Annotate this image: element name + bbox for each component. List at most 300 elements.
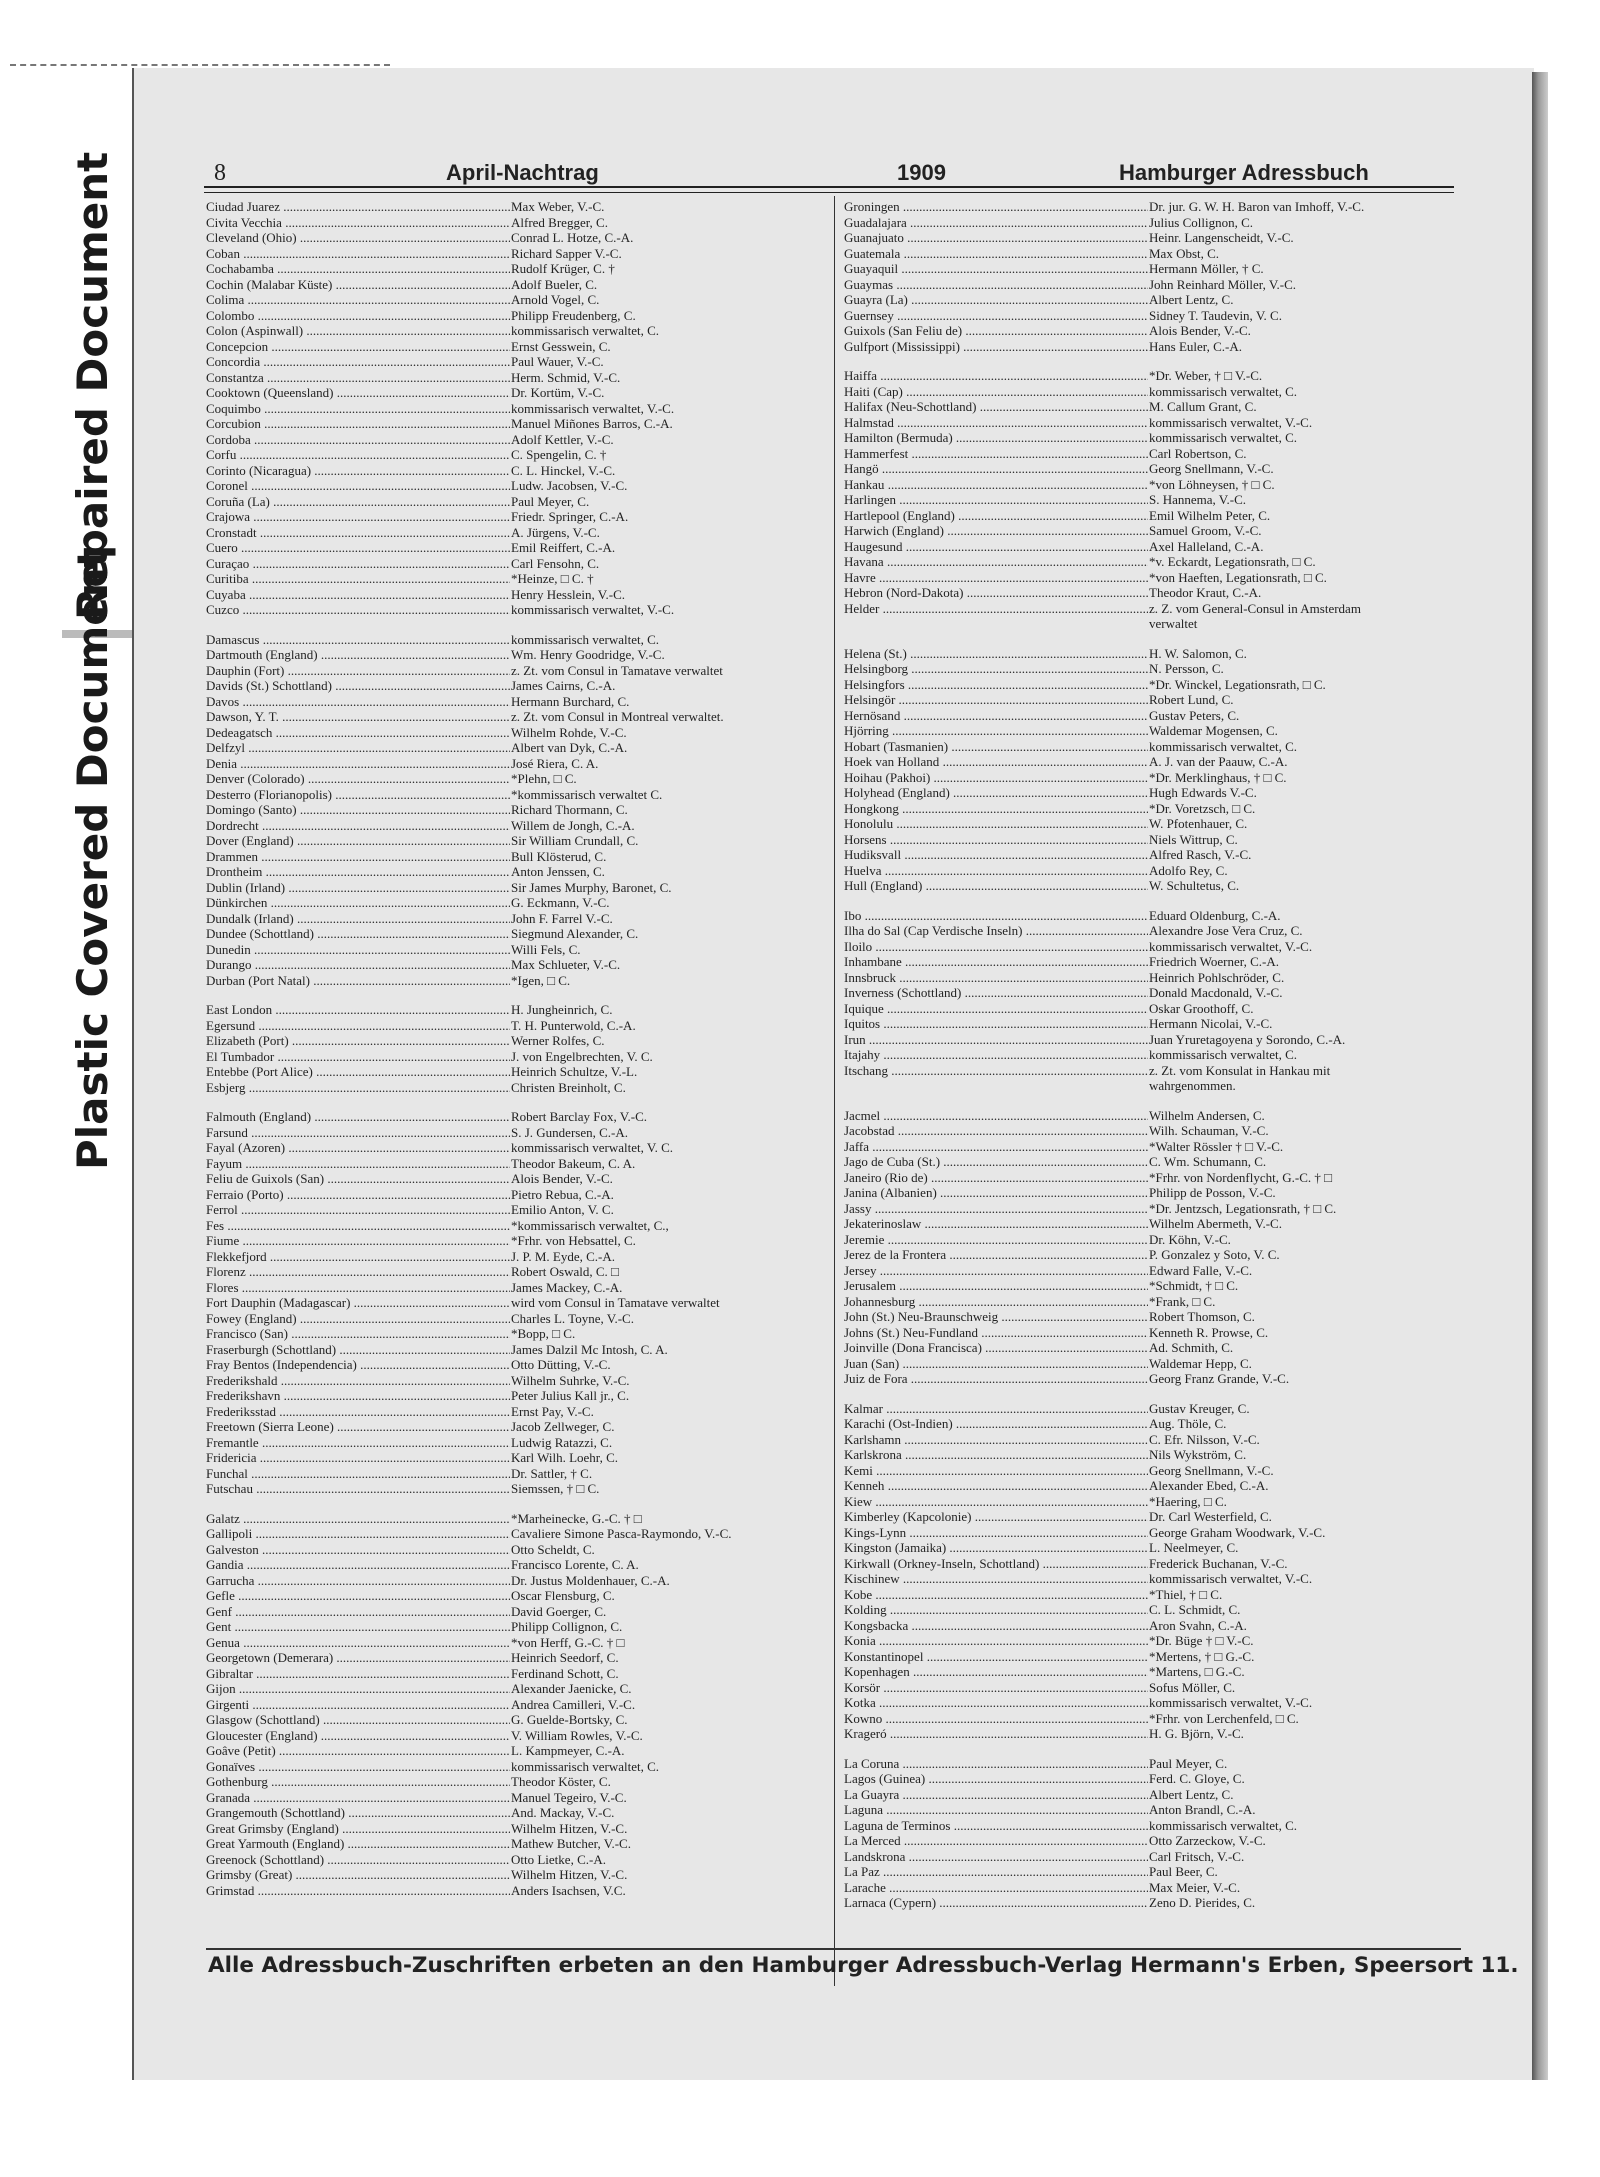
place-name: Gent ..... — [206, 1619, 510, 1635]
consul-info: Wilhelm Rohde, V.-C. — [511, 724, 627, 740]
consul-info: Karl Wilh. Loehr, C. — [511, 1450, 619, 1465]
place-name: Galatz ..... — [206, 1511, 510, 1527]
consul-info: George Graham Woodwark, V.-C. — [1149, 1524, 1326, 1540]
place-name: Johns (St.) Neu-Fundland ..... — [844, 1325, 1148, 1341]
directory-entry — [844, 1432, 1468, 1448]
place-name: Esbjerg ..... — [206, 1080, 510, 1096]
group-gap — [206, 1497, 830, 1511]
consul-info: Theodor Bakeum, C. A. — [511, 1155, 636, 1171]
place-name: Durban (Port Natal) ..... — [206, 973, 510, 989]
place-name: Fayum ..... — [206, 1156, 510, 1172]
place-name: Coban ..... — [206, 246, 510, 262]
directory-entry — [206, 1064, 830, 1080]
directory-entry — [844, 554, 1468, 570]
directory-entry — [844, 1849, 1468, 1865]
place-name: Fort Dauphin (Madagascar) ..... — [206, 1295, 510, 1311]
directory-entry — [844, 1571, 1468, 1587]
directory-entry — [844, 1802, 1468, 1818]
place-name: Havre ..... — [844, 570, 1148, 586]
directory-entry — [206, 1018, 830, 1034]
consul-info: kommissarisch verwaltet, C. — [511, 631, 660, 647]
directory-entry — [206, 926, 830, 942]
page-edge-shadow — [1532, 72, 1548, 2080]
consul-info: verwaltet — [1149, 616, 1198, 631]
consul-info: Theodor Kraut, C.-A. — [1149, 585, 1262, 600]
consul-info: Wilh. Schauman, V.-C. — [1149, 1123, 1269, 1138]
directory-entry — [844, 1108, 1468, 1124]
place-name: Iquique ..... — [844, 1001, 1148, 1017]
place-name: Delfzyl ..... — [206, 740, 510, 756]
consul-info: Niels Wittrup, C. — [1149, 831, 1238, 847]
directory-entry — [844, 477, 1468, 493]
directory-entry — [844, 415, 1468, 431]
consul-info: W. Pfotenhauer, C. — [1149, 816, 1248, 831]
directory-entry — [844, 1201, 1468, 1217]
place-name: Guayra (La) ..... — [844, 292, 1148, 308]
directory-entry — [844, 570, 1468, 586]
directory-entry — [844, 585, 1468, 601]
consul-info: G. Guelde-Bortsky, C. — [511, 1712, 628, 1727]
consul-info: Dr. Köhn, V.-C. — [1149, 1231, 1231, 1247]
place-name: Konia ..... — [844, 1633, 1148, 1649]
directory-entry — [844, 1371, 1468, 1387]
directory-entry — [844, 384, 1468, 400]
consul-info: z. Zt. vom Konsulat in Hankau mit — [1149, 1062, 1331, 1078]
place-name: Goâve (Petit) ..... — [206, 1743, 510, 1759]
directory-entry — [844, 1154, 1468, 1170]
directory-entry — [206, 432, 830, 448]
consul-info: Christen Breinholt, C. — [511, 1079, 626, 1095]
consul-info: Otto Scheldt, C. — [511, 1541, 595, 1557]
right-column — [844, 199, 1468, 1911]
consul-info: Hermann Burchard, C. — [511, 693, 630, 709]
place-name: Freetown (Sierra Leone) ..... — [206, 1419, 510, 1435]
consul-info: wahrgenommen. — [1149, 1078, 1236, 1093]
place-name: Kongsbacka ..... — [844, 1618, 1148, 1634]
consul-info: C. Efr. Nilsson, V.-C. — [1149, 1431, 1260, 1447]
consul-info: *Dr. Weber, † □ V.-C. — [1149, 368, 1263, 383]
consul-info: *Dr. Büge † □ V.-C. — [1149, 1633, 1254, 1648]
place-name: Itschang ..... — [844, 1063, 1148, 1079]
place-name: Fiume ..... — [206, 1233, 510, 1249]
place-name: Constantza ..... — [206, 370, 510, 386]
consul-info: *v. Eckardt, Legationsrath, □ C. — [1149, 554, 1316, 569]
consul-info: Siemssen, † □ C. — [511, 1481, 600, 1496]
directory-entry — [206, 571, 830, 587]
place-name: Drammen ..... — [206, 849, 510, 865]
place-name: Glasgow (Schottland) ..... — [206, 1712, 510, 1728]
column-divider — [834, 196, 835, 1986]
consul-info: P. Gonzalez y Soto, V. C. — [1149, 1247, 1280, 1262]
place-name: Larnaca (Cypern) ..... — [844, 1895, 1148, 1911]
consul-info: A. J. van der Paauw, C.-A. — [1149, 754, 1288, 769]
consul-info: M. Callum Grant, C. — [1149, 399, 1257, 414]
header-year: 1909 — [897, 160, 946, 185]
place-name: Coronel ..... — [206, 478, 510, 494]
directory-entry — [206, 725, 830, 741]
place-name: Granada ..... — [206, 1790, 510, 1806]
place-name: Flekkefjord ..... — [206, 1249, 510, 1265]
consul-info: Otto Zarzeckow, V.-C. — [1149, 1833, 1266, 1848]
directory-entry — [844, 1294, 1468, 1310]
directory-entry — [844, 461, 1468, 477]
consul-info: John Reinhard Möller, V.-C. — [1149, 276, 1297, 292]
consul-info: Max Obst, C. — [1149, 245, 1220, 261]
directory-entry — [844, 1216, 1468, 1232]
consul-info: Herm. Schmid, V.-C. — [511, 369, 621, 385]
consul-info: Robert Lund, C. — [1149, 692, 1234, 707]
directory-entry — [844, 1726, 1468, 1742]
place-name: Haugesund ..... — [844, 539, 1148, 555]
consul-info: Dr. Carl Westerfield, C. — [1149, 1509, 1272, 1524]
place-name: Laguna ..... — [844, 1802, 1148, 1818]
consul-info: Dr. Kortüm, V.-C. — [511, 385, 605, 400]
place-name: Konstantinopel ..... — [844, 1649, 1148, 1665]
directory-entry — [206, 1635, 830, 1651]
consul-info: Mathew Butcher, V.-C. — [511, 1836, 631, 1851]
consul-info: Gustav Peters, C. — [1149, 707, 1240, 723]
group-gap — [844, 632, 1468, 646]
banner-secondary-text: Plastic Covered Document — [68, 547, 117, 1170]
consul-info: Albert van Dyk, C.-A. — [511, 740, 628, 755]
consul-info: Wm. Henry Goodridge, V.-C. — [511, 647, 665, 662]
consul-info: *Dr. Winckel, Legationsrath, □ C. — [1149, 676, 1326, 692]
consul-info: Nils Wykström, C. — [1149, 1447, 1247, 1462]
consul-info: z. Zt. vom Consul in Montreal verwaltet. — [511, 709, 724, 724]
consul-info: *von Löhneysen, † □ C. — [1149, 476, 1275, 492]
place-name: Jeremie ..... — [844, 1232, 1148, 1248]
directory-entry — [844, 723, 1468, 739]
consul-info: Paul Meyer, C. — [1149, 1755, 1228, 1771]
place-name: Cordoba ..... — [206, 432, 510, 448]
place-name: Guanajuato ..... — [844, 230, 1148, 246]
place-name: Dartmouth (England) ..... — [206, 647, 510, 663]
place-name: Hangö ..... — [844, 461, 1148, 477]
place-name: Hudiksvall ..... — [844, 847, 1148, 863]
consul-info: Dr. Justus Moldenhauer, C.-A. — [511, 1572, 670, 1588]
directory-entry — [206, 678, 830, 694]
place-name: Dublin (Irland) ..... — [206, 880, 510, 896]
footer-notice: Alle Adressbuch-Zuschriften erbeten an den Hamburger Adressbuch-Verlag Hermann's Erben, Speersort 11. — [208, 1953, 1519, 1978]
place-name: Corinto (Nicaragua) ..... — [206, 463, 510, 479]
directory-entry — [206, 525, 830, 541]
consul-info: Frederick Buchanan, V.-C. — [1149, 1555, 1288, 1571]
consul-info: Carl Fensohn, C. — [511, 555, 600, 571]
place-name: El Tumbador ..... — [206, 1049, 510, 1065]
consul-info: Gustav Kreuger, C. — [1149, 1400, 1250, 1416]
directory-entry — [844, 1833, 1468, 1849]
consul-info: H. W. Salomon, C. — [1149, 645, 1247, 661]
directory-entry — [844, 1602, 1468, 1618]
consul-info: S. Hannema, V.-C. — [1149, 492, 1247, 507]
consul-info: Friedrich Woerner, C.-A. — [1149, 954, 1279, 969]
directory-entry — [844, 878, 1468, 894]
directory-entry — [844, 1047, 1468, 1063]
directory-entry — [206, 1774, 830, 1790]
consul-info: *kommissarisch verwaltet C. — [511, 786, 663, 802]
place-name: Karlskrona ..... — [844, 1447, 1148, 1463]
place-name: Dedeagatsch ..... — [206, 725, 510, 741]
place-name: Gonaïves ..... — [206, 1759, 510, 1775]
place-name: Ferraio (Porto) ..... — [206, 1187, 510, 1203]
consul-info: Ludwig Ratazzi, C. — [511, 1434, 613, 1450]
place-name: Coquimbo ..... — [206, 401, 510, 417]
directory-entry — [844, 1540, 1468, 1556]
consul-info: Juan Yruretagoyena y Sorondo, C.-A. — [1149, 1031, 1346, 1047]
consul-info: Bull Klösterud, C. — [511, 848, 607, 864]
directory-entry — [844, 1123, 1468, 1139]
place-name: Garrucha ..... — [206, 1573, 510, 1589]
directory-entry — [206, 1450, 830, 1466]
directory-entry — [844, 785, 1468, 801]
consul-info: Willem de Jongh, C.-A. — [511, 817, 635, 833]
directory-entry — [206, 556, 830, 572]
place-name: Jacmel ..... — [844, 1108, 1148, 1124]
directory-entry — [206, 246, 830, 262]
directory-entry — [844, 368, 1468, 384]
place-name: Kowno ..... — [844, 1711, 1148, 1727]
consul-info: Emil Reiffert, C.-A. — [511, 540, 616, 555]
place-name: Guatemala ..... — [844, 246, 1148, 262]
place-name: Honolulu ..... — [844, 816, 1148, 832]
consul-info: Willi Fels, C. — [511, 941, 581, 957]
place-name: Iquitos ..... — [844, 1016, 1148, 1032]
consul-info: John F. Farrel V.-C. — [511, 910, 613, 926]
place-name: Grimsby (Great) ..... — [206, 1867, 510, 1883]
consul-info: Peter Julius Kall jr., C. — [511, 1388, 630, 1403]
directory-entry — [844, 1494, 1468, 1510]
place-name: Kiew ..... — [844, 1494, 1148, 1510]
consul-info: Henry Hesslein, V.-C. — [511, 586, 625, 602]
place-name: Groningen ..... — [844, 199, 1148, 215]
place-name: Dundee (Schottland) ..... — [206, 926, 510, 942]
consul-info: Arnold Vogel, C. — [511, 292, 600, 307]
consul-info: *Schmidt, † □ C. — [1149, 1278, 1239, 1293]
consul-info: Georg Snellmann, V.-C. — [1149, 461, 1274, 476]
place-name: Funchal ..... — [206, 1466, 510, 1482]
directory-entry — [844, 832, 1468, 848]
directory-entry — [844, 230, 1468, 246]
directory-entry — [844, 1032, 1468, 1048]
consul-info: Sidney T. Taudevin, V. C. — [1149, 307, 1282, 323]
directory-entry — [844, 1016, 1468, 1032]
place-name: Corcubion ..... — [206, 416, 510, 432]
consul-info: Ad. Schmith, C. — [1149, 1340, 1234, 1355]
consul-info: kommissarisch verwaltet, C. — [1149, 430, 1298, 445]
directory-entry — [206, 199, 830, 215]
place-name: Concepcion ..... — [206, 339, 510, 355]
consul-info: C. Spengelin, C. † — [511, 447, 607, 462]
directory-entry — [844, 539, 1468, 555]
place-name: Denia ..... — [206, 756, 510, 772]
consul-info: Rudolf Krüger, C. † — [511, 261, 615, 276]
directory-entry — [844, 847, 1468, 863]
directory-entry — [206, 1821, 830, 1837]
directory-entry — [844, 677, 1468, 693]
place-name: Cuyaba ..... — [206, 587, 510, 603]
place-name: Halmstad ..... — [844, 415, 1148, 431]
directory-entry — [206, 709, 830, 725]
directory-entry — [844, 1587, 1468, 1603]
consul-info: *Thiel, † □ C. — [1149, 1586, 1223, 1602]
place-name: Frederikshavn ..... — [206, 1388, 510, 1404]
directory-entry — [844, 1478, 1468, 1494]
directory-entry — [206, 1125, 830, 1141]
consul-info: Oskar Groothoff, C. — [1149, 1000, 1254, 1016]
group-gap — [844, 1387, 1468, 1401]
place-name: Horsens ..... — [844, 832, 1148, 848]
consul-info: Pietro Rebua, C.-A. — [511, 1186, 614, 1202]
place-name: Cronstadt ..... — [206, 525, 510, 541]
directory-entry — [844, 1864, 1468, 1880]
directory-entry — [206, 1588, 830, 1604]
consul-info: *von Haeften, Legationsrath, □ C. — [1149, 569, 1327, 585]
group-gap — [206, 988, 830, 1002]
directory-entry — [206, 1156, 830, 1172]
place-name: Greenock (Schottland) ..... — [206, 1852, 510, 1868]
consul-info: Otto Dütting, V.-C. — [511, 1357, 611, 1372]
directory-entry — [206, 632, 830, 648]
consul-info: *Walter Rössler † □ V.-C. — [1149, 1138, 1284, 1154]
place-name: Genf ..... — [206, 1604, 510, 1620]
directory-entry — [206, 1249, 830, 1265]
directory-entry — [206, 602, 830, 618]
place-name: Hoek van Holland ..... — [844, 754, 1148, 770]
place-name: Gibraltar ..... — [206, 1666, 510, 1682]
place-name: Domingo (Santo) ..... — [206, 802, 510, 818]
directory-entry — [844, 1664, 1468, 1680]
consul-info: Ernst Pay, V.-C. — [511, 1403, 594, 1419]
consul-info: Wilhelm Andersen, C. — [1149, 1107, 1265, 1123]
directory-entry — [844, 1695, 1468, 1711]
place-name: Coruña (La) ..... — [206, 494, 510, 510]
place-name: Civita Vecchia ..... — [206, 215, 510, 231]
consul-info: Adolf Kettler, V.-C. — [511, 431, 614, 447]
directory-entry — [844, 1278, 1468, 1294]
place-name: Helsingfors ..... — [844, 677, 1148, 693]
place-name: Ciudad Juarez ..... — [206, 199, 510, 215]
consul-info: Ludw. Jacobsen, V.-C. — [511, 478, 628, 493]
consul-info: Heinr. Langenscheidt, V.-C. — [1149, 230, 1294, 245]
place-name: Jerusalem ..... — [844, 1278, 1148, 1294]
consul-info: Conrad L. Hotze, C.-A. — [511, 230, 634, 245]
directory-entry — [844, 954, 1468, 970]
consul-info: Oscar Flensburg, C. — [511, 1588, 615, 1603]
directory-entry — [206, 833, 830, 849]
consul-info: Werner Rolfes, C. — [511, 1033, 605, 1048]
consul-info: Alfred Bregger, C. — [511, 214, 608, 230]
consul-info: H. G. Björn, V.-C. — [1149, 1726, 1244, 1741]
consul-info: Waldemar Hepp, C. — [1149, 1355, 1252, 1371]
directory-entry — [206, 1171, 830, 1187]
place-name: Kopenhagen ..... — [844, 1664, 1148, 1680]
banner-primary-text: Repaired Document — [68, 151, 117, 620]
place-name: Galveston ..... — [206, 1542, 510, 1558]
directory-entry — [844, 816, 1468, 832]
directory-entry — [206, 1109, 830, 1125]
directory-entry — [206, 1326, 830, 1342]
directory-entry — [844, 1787, 1468, 1803]
consul-info: Georg Franz Grande, V.-C. — [1149, 1371, 1290, 1386]
directory-entry — [206, 277, 830, 293]
consul-info: Adolfo Rey, C. — [1149, 862, 1228, 878]
place-name: Colon (Aspinwall) ..... — [206, 323, 510, 339]
place-name: Landskrona ..... — [844, 1849, 1148, 1865]
place-name: Girgenti ..... — [206, 1697, 510, 1713]
directory-entry — [844, 739, 1468, 755]
consul-info: z. Zt. vom Consul in Tamatave verwaltet — [511, 662, 723, 678]
directory-entry — [206, 1542, 830, 1558]
place-name: Ibo ..... — [844, 908, 1148, 924]
directory-entry — [844, 985, 1468, 1001]
consul-info: Alfred Rasch, V.-C. — [1149, 847, 1252, 862]
place-name: Joinville (Dona Francisca) ..... — [844, 1340, 1148, 1356]
consul-info: *Frhr. von Hebsattel, C. — [511, 1233, 636, 1248]
place-name: Dauphin (Fort) ..... — [206, 663, 510, 679]
consul-info: Alexander Ebed, C.-A. — [1149, 1478, 1269, 1493]
place-name: Helsingborg ..... — [844, 661, 1148, 677]
directory-entry — [206, 1033, 830, 1049]
place-name: Frederikshald ..... — [206, 1373, 510, 1389]
place-name: Fray Bentos (Independencia) ..... — [206, 1357, 510, 1373]
place-name: Egersund ..... — [206, 1018, 510, 1034]
place-name: Desterro (Florianopolis) ..... — [206, 787, 510, 803]
directory-entry — [206, 1357, 830, 1373]
place-name: Laguna de Terminos ..... — [844, 1818, 1148, 1834]
consul-info: Georg Snellmann, V.-C. — [1149, 1462, 1274, 1478]
directory-entry — [206, 771, 830, 787]
group-gap — [844, 1094, 1468, 1108]
directory-entry — [206, 1264, 830, 1280]
consul-info: kommissarisch verwaltet, V.-C. — [511, 400, 675, 416]
directory-entry — [206, 1743, 830, 1759]
place-name: Cochin (Malabar Küste) ..... — [206, 277, 510, 293]
place-name: Davids (St.) Schottland) ..... — [206, 678, 510, 694]
page-number: 8 — [214, 160, 226, 186]
place-name: Flores ..... — [206, 1280, 510, 1296]
place-name: Kimberley (Kapcolonie) ..... — [844, 1509, 1148, 1525]
place-name: Harlingen ..... — [844, 492, 1148, 508]
directory-entry — [206, 370, 830, 386]
consul-info: C. L. Hinckel, V.-C. — [511, 462, 616, 478]
consul-info: *Frhr. von Lerchenfeld, □ C. — [1149, 1710, 1299, 1726]
group-gap — [844, 1742, 1468, 1756]
place-name: Curitiba ..... — [206, 571, 510, 587]
consul-info: Manuel Tegeiro, V.-C. — [511, 1789, 627, 1805]
directory-entry — [844, 646, 1468, 662]
consul-info: *Heinze, □ C. † — [511, 571, 594, 586]
place-name: Cooktown (Queensland) ..... — [206, 385, 510, 401]
directory-entry — [206, 1759, 830, 1775]
directory-entry — [844, 908, 1468, 924]
place-name: Dawson, Y. T. ..... — [206, 709, 510, 725]
consul-info: kommissarisch verwaltet, V.-C. — [511, 602, 675, 617]
directory-entry — [206, 1466, 830, 1482]
directory-entry — [844, 261, 1468, 277]
directory-entry — [206, 973, 830, 989]
consul-info: kommissarisch verwaltet, C. — [1149, 1047, 1298, 1062]
place-name: Gloucester (England) ..... — [206, 1728, 510, 1744]
directory-entry — [844, 523, 1468, 539]
directory-entry — [844, 308, 1468, 324]
place-name: Feliu de Guixols (San) ..... — [206, 1171, 510, 1187]
place-name: Jassy ..... — [844, 1201, 1148, 1217]
place-name: Futschau ..... — [206, 1481, 510, 1497]
consul-info: Alexander Jaenicke, C. — [511, 1681, 632, 1696]
place-name: Korsör ..... — [844, 1680, 1148, 1696]
directory-entry — [844, 1895, 1468, 1911]
place-name: Havana ..... — [844, 554, 1148, 570]
